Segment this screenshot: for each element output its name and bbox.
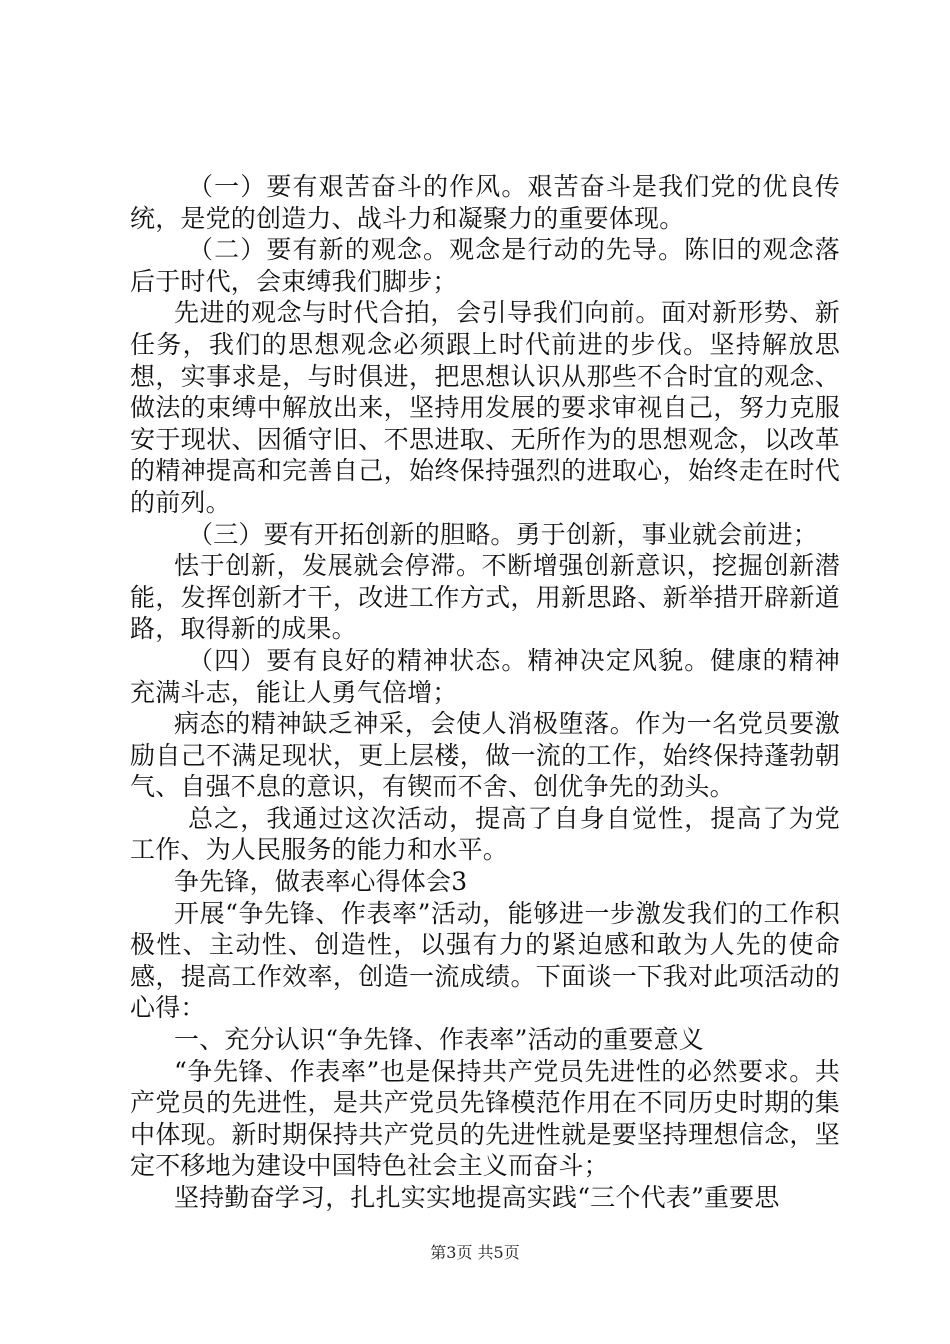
body-paragraph: 坚持勤奋学习，扎扎实实地提高实践“三个代表”重要思 — [174, 1183, 780, 1212]
page-footer: 第3页 共5页 — [430, 1243, 520, 1262]
document-body — [130, 171, 840, 1214]
body-paragraph: （二）要有新的观念。观念是行动的先导。陈旧的观念落后于时代，会束缚我们脚步； — [130, 235, 840, 296]
body-paragraph: 争先锋，做表率心得体会3 — [174, 867, 468, 897]
body-paragraph: “争先锋、作表率”也是保持共产党员先进性的必然要求。共产党员的先进性，是共产党员先锋模范作用在不同历史时期的集中体现。新时期保持共产党员的先进性就是要坚持理想信念，坚定不移地为建设中国特色社会主义而奋斗； — [130, 1056, 840, 1181]
body-paragraph: （一）要有艰苦奋斗的作风。艰苦奋斗是我们党的优良传统，是党的创造力、战斗力和凝聚力的重要体现。 — [130, 172, 840, 233]
body-paragraph: 先进的观念与时代合拍，会引导我们向前。面对新形势、新任务，我们的思想观念必须跟上时代前进的步伐。坚持解放思想，实事求是，与时俱进，把思想认识从那些不合时宜的观念、做法的束缚中解放出来，坚持用发展的要求审视自己，努力克服安于现状、因循守旧、不思进取、无所作为的思想观念，以改革的精神提高和完善自己，始终保持强烈的进取心，始终走在时代的前列。 — [130, 298, 840, 517]
body-paragraph: 怯于创新，发展就会停滞。不断增强创新意识，挖掘创新潜能，发挥创新才干，改进工作方式，用新思路、新举措开辟新道路，取得新的成果。 — [130, 551, 840, 644]
body-paragraph: 总之，我通过这次活动，提高了自身自觉性，提高了为党工作、为人民服务的能力和水平。 — [130, 803, 840, 865]
body-paragraph: 一、充分认识“争先锋、作表率”活动的重要意义 — [174, 1025, 704, 1055]
body-paragraph: （四）要有良好的精神状态。精神决定风貌。健康的精神充满斗志，能让人勇气倍增； — [130, 645, 840, 707]
body-paragraph: 开展“争先锋、作表率”活动，能够进一步激发我们的工作积极性、主动性、创造性，以强有力的紧迫感和敢为人先的使命感，提高工作效率，创造一流成绩。下面谈一下我对此项活动的心得： — [130, 898, 840, 1023]
body-paragraph: 病态的精神缺乏神采，会使人消极堕落。作为一名党员要激励自己不满足现状，更上层楼，做一流的工作，始终保持蓬勃朝气、自强不息的意识，有锲而不舍、创优争先的劲头。 — [130, 709, 840, 802]
body-paragraph: （三）要有开拓创新的胆略。勇于创新，事业就会前进； — [188, 519, 819, 549]
